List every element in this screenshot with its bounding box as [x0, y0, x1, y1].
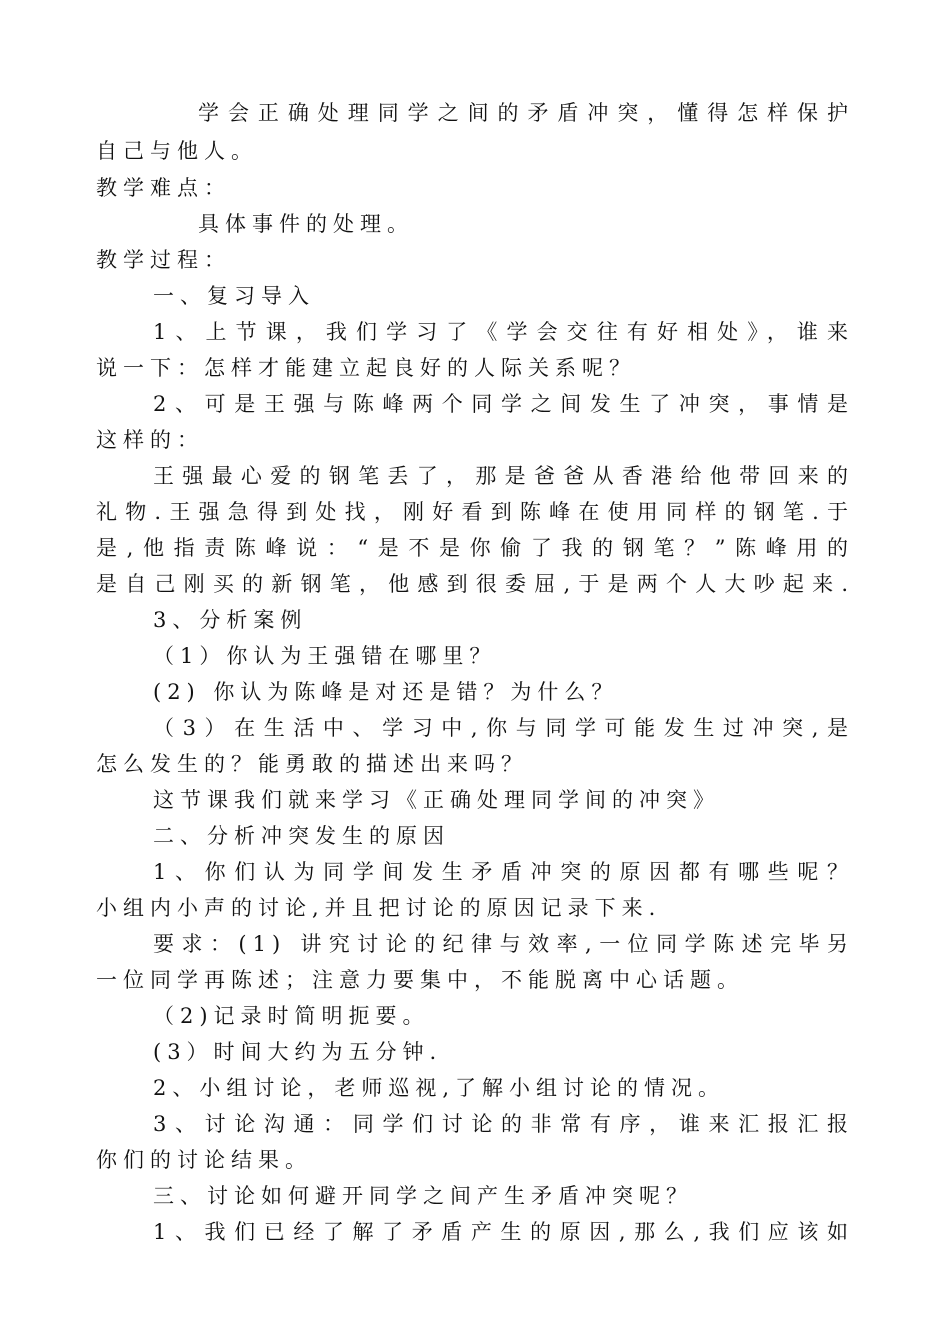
text-line: (2) 你认为陈峰是对还是错？为什么？ — [153, 680, 619, 704]
text-line: 怎么发生的？能勇敢的描述出来吗？ — [96, 752, 528, 776]
subsection-heading: 二、分析冲突发生的原因 — [153, 824, 450, 848]
section-heading: 教学难点： — [96, 176, 231, 200]
text-line: 礼物.王强急得到处找，刚好看到陈峰在使用同样的钢笔.于 — [96, 500, 854, 524]
subsection-heading: 一、复习导入 — [153, 284, 315, 308]
text-line: 小组内小声的讨论,并且把讨论的原因记录下来. — [96, 896, 662, 920]
text-line: 1、我们已经了解了矛盾产生的原因,那么,我们应该如 — [153, 1220, 854, 1244]
text-line: 这节课我们就来学习《正确处理同学间的冲突》 — [153, 788, 720, 812]
text-line: 2、小组讨论，老师巡视,了解小组讨论的情况。 — [153, 1076, 726, 1100]
text-line: 3、讨论沟通：同学们讨论的非常有序，谁来汇报汇报 — [153, 1112, 854, 1136]
text-line: 你们的讨论结果。 — [96, 1148, 312, 1172]
text-line: 这样的： — [96, 428, 204, 452]
text-line: 一位同学再陈述；注意力要集中，不能脱离中心话题。 — [96, 968, 744, 992]
text-line: (3）时间大约为五分钟. — [153, 1040, 443, 1064]
text-line: 要求：(1) 讲究讨论的纪律与效率,一位同学陈述完毕另 — [153, 932, 854, 956]
text-line: 王强最心爱的钢笔丢了，那是爸爸从香港给他带回来的 — [153, 464, 854, 488]
text-line: 是,他指责陈峰说：“是不是你偷了我的钢笔？”陈峰用的 — [96, 536, 854, 560]
text-line: （1）你认为王强错在哪里？ — [153, 644, 497, 668]
text-line: 自己与他人。 — [96, 139, 258, 163]
text-line: 具体事件的处理。 — [198, 212, 414, 236]
text-line: （2)记录时简明扼要。 — [153, 1004, 430, 1028]
text-line: 1、上节课，我们学习了《学会交往有好相处》，谁来 — [153, 320, 854, 344]
text-line: 1、你们认为同学间发生矛盾冲突的原因都有哪些呢？ — [153, 860, 854, 884]
section-heading: 教学过程： — [96, 248, 231, 272]
text-line: 2、可是王强与陈峰两个同学之间发生了冲突，事情是 — [153, 392, 854, 416]
subsection-heading: 三、讨论如何避开同学之间产生矛盾冲突呢？ — [153, 1184, 693, 1208]
text-line: （3）在生活中、学习中,你与同学可能发生过冲突,是 — [153, 716, 854, 740]
text-line: 是自己刚买的新钢笔，他感到很委屈,于是两个人大吵起来. — [96, 572, 854, 596]
text-line: 说一下：怎样才能建立起良好的人际关系呢？ — [96, 356, 636, 380]
text-line: 学会正确处理同学之间的矛盾冲突，懂得怎样保护 — [198, 101, 854, 125]
text-line: 3、分析案例 — [153, 608, 308, 632]
